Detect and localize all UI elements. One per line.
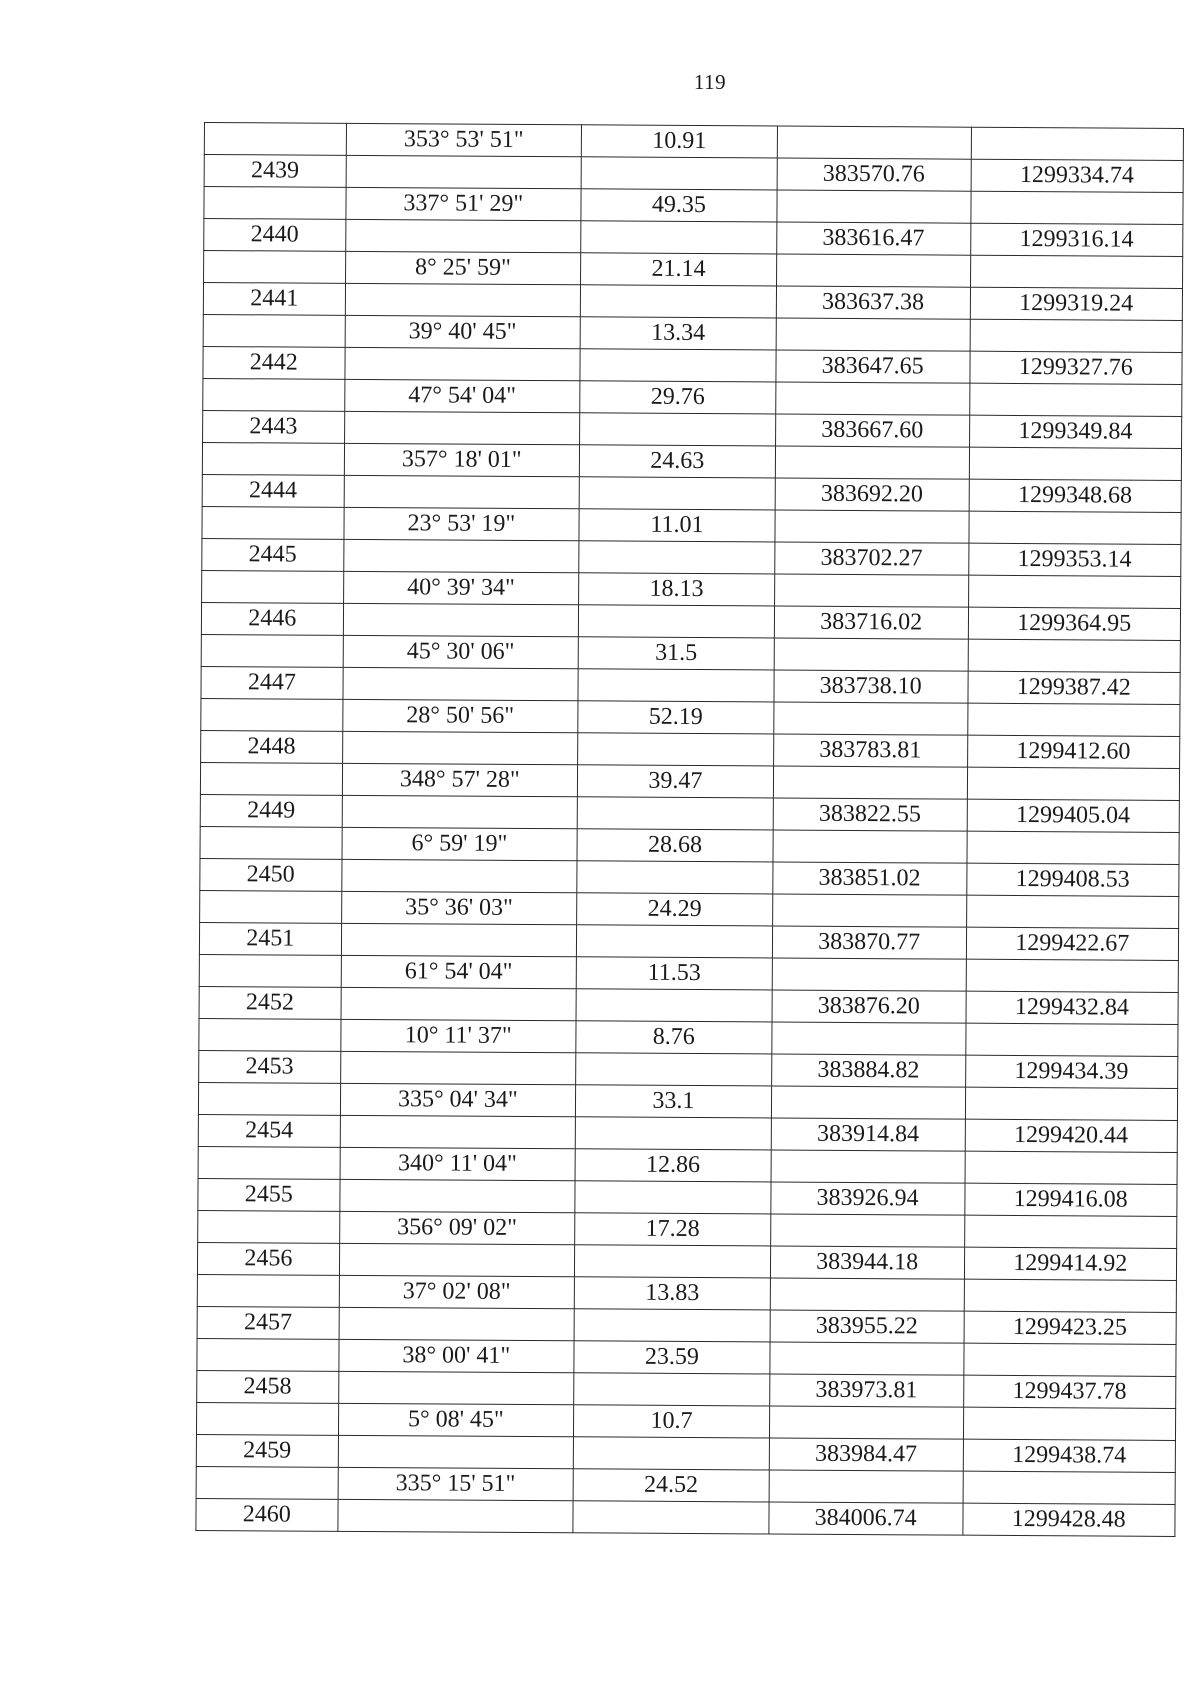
distance-cell: 49.35: [581, 189, 777, 222]
station-id-cell: 2449: [200, 794, 342, 827]
northing-cell-empty: [967, 703, 1180, 736]
easting-cell: 383851.02: [773, 862, 967, 895]
station-cell-empty: [197, 1274, 339, 1307]
station-cell-empty: [200, 762, 342, 795]
station-id-cell: 2446: [201, 602, 343, 635]
station-cell-empty: [202, 442, 344, 475]
station-id-cell: 2442: [203, 346, 345, 379]
northing-cell: 1299319.24: [970, 287, 1183, 320]
distance-cell-empty: [577, 797, 773, 830]
easting-cell: 383944.18: [770, 1246, 964, 1279]
station-cell-empty: [196, 1402, 338, 1435]
bearing-cell: 47° 54' 04": [344, 379, 580, 412]
bearing-cell: 337° 51' 29": [346, 187, 582, 220]
easting-cell-empty: [771, 1150, 965, 1183]
easting-cell-empty: [774, 574, 968, 607]
northing-cell-empty: [970, 319, 1183, 352]
northing-cell-empty: [967, 831, 1180, 864]
distance-cell-empty: [576, 989, 772, 1022]
bearing-cell: 45° 30' 06": [343, 635, 579, 668]
bearing-cell-empty: [344, 411, 580, 444]
northing-cell-empty: [968, 575, 1181, 608]
easting-cell: 383914.84: [771, 1118, 965, 1151]
distance-cell: 24.29: [577, 893, 773, 926]
station-id-cell: 2458: [197, 1370, 339, 1403]
station-id-cell: 2441: [203, 283, 345, 316]
station-cell-empty: [203, 378, 345, 411]
station-id-cell: 2445: [202, 538, 344, 571]
easting-cell: 383876.20: [772, 990, 966, 1023]
northing-cell-empty: [970, 255, 1183, 288]
bearing-cell-empty: [341, 923, 577, 956]
bearing-cell: 37° 02' 08": [339, 1275, 575, 1308]
bearing-cell-empty: [341, 859, 577, 892]
station-id-cell: 2443: [203, 410, 345, 443]
station-cell-empty: [200, 890, 342, 923]
easting-cell: 383692.20: [775, 478, 969, 511]
bearing-cell-empty: [338, 1371, 574, 1404]
distance-cell-empty: [574, 1309, 770, 1342]
northing-cell-empty: [969, 383, 1182, 416]
distance-cell: 28.68: [577, 829, 773, 862]
northing-cell: 1299348.68: [969, 479, 1182, 512]
easting-cell-empty: [773, 830, 967, 863]
page-header: [0, 0, 1200, 120]
easting-cell-empty: [777, 126, 971, 159]
bearing-cell: 335° 04' 34": [340, 1083, 576, 1116]
easting-cell: 383738.10: [774, 670, 968, 703]
northing-cell: 1299364.95: [968, 607, 1181, 640]
northing-cell: 1299414.92: [964, 1247, 1177, 1280]
easting-cell: 383667.60: [775, 414, 969, 447]
bearing-cell-empty: [338, 1499, 574, 1532]
easting-cell-empty: [769, 1406, 963, 1439]
station-id-cell: 2457: [197, 1306, 339, 1339]
northing-cell: 1299423.25: [964, 1311, 1177, 1344]
bearing-cell: 61° 54' 04": [341, 955, 577, 988]
easting-cell: 383984.47: [769, 1438, 963, 1471]
northing-cell-empty: [963, 1343, 1176, 1376]
bearing-cell: 35° 36' 03": [341, 891, 577, 924]
northing-cell-empty: [963, 1471, 1176, 1504]
distance-cell: 29.76: [580, 381, 776, 414]
easting-cell: 383637.38: [776, 286, 970, 319]
bearing-cell-empty: [342, 795, 578, 828]
bearing-cell-empty: [342, 731, 578, 764]
distance-cell: 23.59: [574, 1341, 770, 1374]
distance-cell: 11.01: [579, 509, 775, 542]
easting-cell: 383716.02: [774, 606, 968, 639]
station-row: [196, 1498, 1175, 1536]
bearing-cell-empty: [340, 1115, 576, 1148]
easting-cell-empty: [770, 1214, 964, 1247]
station-cell-empty: [202, 570, 344, 603]
distance-cell: 10.91: [581, 125, 777, 158]
northing-cell: 1299353.14: [968, 543, 1181, 576]
distance-cell: 52.19: [578, 701, 774, 734]
easting-cell: 383926.94: [771, 1182, 965, 1215]
northing-cell-empty: [967, 767, 1180, 800]
northing-cell: 1299405.04: [967, 799, 1180, 832]
bearing-cell: 39° 40' 45": [345, 315, 581, 348]
station-cell-empty: [204, 123, 346, 156]
station-cell-empty: [198, 1146, 340, 1179]
easting-cell: 384006.74: [769, 1502, 963, 1535]
easting-cell: 383783.81: [773, 734, 967, 767]
bearing-cell: 340° 11' 04": [340, 1147, 576, 1180]
bearing-cell-empty: [341, 987, 577, 1020]
northing-cell: 1299420.44: [965, 1119, 1178, 1152]
easting-cell-empty: [775, 510, 969, 543]
distance-cell: 11.53: [576, 957, 772, 990]
northing-cell: 1299327.76: [969, 351, 1182, 384]
northing-cell-empty: [964, 1215, 1177, 1248]
bearing-cell-empty: [344, 475, 580, 508]
bearing-cell-empty: [343, 603, 579, 636]
bearing-cell: 357° 18' 01": [344, 443, 580, 476]
bearing-cell: 353° 53' 51": [346, 123, 582, 156]
northing-cell-empty: [971, 127, 1184, 160]
distance-cell-empty: [575, 1181, 771, 1214]
distance-cell-empty: [580, 285, 776, 318]
bearing-cell: 8° 25' 59": [345, 251, 581, 284]
easting-cell-empty: [771, 1086, 965, 1119]
northing-cell: 1299438.74: [963, 1439, 1176, 1472]
easting-cell-empty: [777, 190, 971, 223]
station-cell-empty: [196, 1466, 338, 1499]
northing-cell-empty: [965, 1023, 1178, 1056]
distance-cell: 18.13: [579, 573, 775, 606]
distance-cell: 10.7: [573, 1405, 769, 1438]
station-id-cell: 2454: [198, 1114, 340, 1147]
easting-cell-empty: [775, 446, 969, 479]
easting-cell-empty: [776, 318, 970, 351]
easting-cell-empty: [774, 638, 968, 671]
distance-cell-empty: [579, 477, 775, 510]
station-id-cell: 2459: [196, 1434, 338, 1467]
station-cell-empty: [198, 1082, 340, 1115]
northing-cell-empty: [966, 959, 1179, 992]
distance-cell-empty: [573, 1501, 769, 1534]
easting-cell-empty: [776, 254, 970, 287]
distance-cell-empty: [573, 1437, 769, 1470]
distance-cell: 13.34: [580, 317, 776, 350]
northing-cell: 1299432.84: [966, 991, 1179, 1024]
easting-cell-empty: [772, 894, 966, 927]
easting-cell: 383647.65: [776, 350, 970, 383]
bearing-cell: 335° 15' 51": [338, 1467, 574, 1500]
distance-cell-empty: [578, 605, 774, 638]
distance-cell: 24.52: [573, 1469, 769, 1502]
distance-cell-empty: [581, 157, 777, 190]
distance-cell-empty: [576, 1053, 772, 1086]
bearing-cell: 40° 39' 34": [343, 571, 579, 604]
distance-cell: 31.5: [578, 637, 774, 670]
coordinate-table: [195, 122, 1184, 1537]
distance-cell-empty: [577, 861, 773, 894]
easting-cell-empty: [772, 1022, 966, 1055]
northing-cell-empty: [964, 1279, 1177, 1312]
distance-cell: 33.1: [575, 1085, 771, 1118]
station-id-cell: 2439: [204, 155, 346, 188]
northing-cell-empty: [965, 1087, 1178, 1120]
northing-cell: 1299437.78: [963, 1375, 1176, 1408]
easting-cell-empty: [769, 1470, 963, 1503]
bearing-cell-empty: [345, 283, 581, 316]
northing-cell: 1299316.14: [970, 223, 1183, 256]
bearing-cell-empty: [345, 347, 581, 380]
distance-cell: 17.28: [575, 1213, 771, 1246]
bearing-cell: 23° 53' 19": [344, 507, 580, 540]
northing-cell-empty: [963, 1407, 1176, 1440]
distance-cell: 13.83: [574, 1277, 770, 1310]
easting-cell-empty: [770, 1342, 964, 1375]
station-cell-empty: [199, 1018, 341, 1051]
distance-cell-empty: [574, 1373, 770, 1406]
station-id-cell: 2451: [199, 922, 341, 955]
northing-cell-empty: [966, 895, 1179, 928]
bearing-cell-empty: [346, 155, 582, 188]
easting-cell: 383570.76: [777, 158, 971, 191]
bearing-cell-empty: [339, 1307, 575, 1340]
easting-cell: 383822.55: [773, 798, 967, 831]
northing-cell: 1299428.48: [962, 1503, 1175, 1536]
station-cell-empty: [203, 314, 345, 347]
station-id-cell: 2453: [199, 1050, 341, 1083]
bearing-cell-empty: [339, 1243, 575, 1276]
coordinate-table-body: [196, 123, 1184, 1537]
distance-cell-empty: [574, 1245, 770, 1278]
station-cell-empty: [200, 826, 342, 859]
distance-cell-empty: [579, 541, 775, 574]
bearing-cell: 28° 50' 56": [342, 699, 578, 732]
easting-cell: 383884.82: [771, 1054, 965, 1087]
distance-cell-empty: [580, 349, 776, 382]
northing-cell: 1299416.08: [964, 1183, 1177, 1216]
easting-cell-empty: [776, 382, 970, 415]
bearing-cell: 5° 08' 45": [338, 1403, 574, 1436]
station-cell-empty: [202, 506, 344, 539]
easting-cell: 383955.22: [770, 1310, 964, 1343]
northing-cell-empty: [965, 1151, 1178, 1184]
northing-cell: 1299349.84: [969, 415, 1182, 448]
station-cell-empty: [204, 251, 346, 284]
bearing-cell: 348° 57' 28": [342, 763, 578, 796]
bearing-cell: 356° 09' 02": [339, 1211, 575, 1244]
station-id-cell: 2440: [204, 219, 346, 252]
distance-cell: 8.76: [576, 1021, 772, 1054]
distance-cell-empty: [575, 1117, 771, 1150]
bearing-cell-empty: [343, 667, 579, 700]
easting-cell: 383870.77: [772, 926, 966, 959]
station-id-cell: 2444: [202, 474, 344, 507]
easting-cell: 383973.81: [769, 1374, 963, 1407]
station-id-cell: 2450: [200, 858, 342, 891]
northing-cell: 1299334.74: [971, 159, 1184, 192]
northing-cell: 1299408.53: [966, 863, 1179, 896]
distance-cell-empty: [580, 413, 776, 446]
northing-cell: 1299434.39: [965, 1055, 1178, 1088]
distance-cell: 12.86: [575, 1149, 771, 1182]
easting-cell: 383616.47: [777, 222, 971, 255]
easting-cell-empty: [772, 958, 966, 991]
easting-cell-empty: [773, 766, 967, 799]
distance-cell: 21.14: [581, 253, 777, 286]
distance-cell-empty: [578, 733, 774, 766]
distance-cell-empty: [576, 925, 772, 958]
bearing-cell-empty: [339, 1179, 575, 1212]
northing-cell-empty: [968, 639, 1181, 672]
northing-cell-empty: [968, 511, 1181, 544]
station-cell-empty: [199, 954, 341, 987]
distance-cell-empty: [578, 669, 774, 702]
bearing-cell: 10° 11' 37": [340, 1019, 576, 1052]
easting-cell-empty: [770, 1278, 964, 1311]
bearing-cell: 38° 00' 41": [339, 1339, 575, 1372]
bearing-cell-empty: [340, 1051, 576, 1084]
bearing-cell: 6° 59' 19": [342, 827, 578, 860]
station-cell-empty: [201, 634, 343, 667]
easting-cell-empty: [774, 702, 968, 735]
northing-cell: 1299387.42: [967, 671, 1180, 704]
station-id-cell: 2456: [197, 1242, 339, 1275]
station-cell-empty: [197, 1338, 339, 1371]
page-number: 119: [693, 70, 727, 94]
northing-cell-empty: [969, 447, 1182, 480]
easting-cell: 383702.27: [775, 542, 969, 575]
station-id-cell: 2455: [198, 1178, 340, 1211]
bearing-cell-empty: [343, 539, 579, 572]
station-cell-empty: [198, 1210, 340, 1243]
station-id-cell: 2460: [196, 1498, 338, 1531]
northing-cell: 1299412.60: [967, 735, 1180, 768]
distance-cell-empty: [581, 221, 777, 254]
station-id-cell: 2448: [201, 730, 343, 763]
station-id-cell: 2447: [201, 666, 343, 699]
northing-cell-empty: [970, 191, 1183, 224]
distance-cell: 24.63: [579, 445, 775, 478]
bearing-cell-empty: [345, 219, 581, 252]
northing-cell: 1299422.67: [966, 927, 1179, 960]
bearing-cell-empty: [338, 1435, 574, 1468]
station-id-cell: 2452: [199, 986, 341, 1019]
station-cell-empty: [201, 698, 343, 731]
station-cell-empty: [204, 187, 346, 220]
distance-cell: 39.47: [577, 765, 773, 798]
